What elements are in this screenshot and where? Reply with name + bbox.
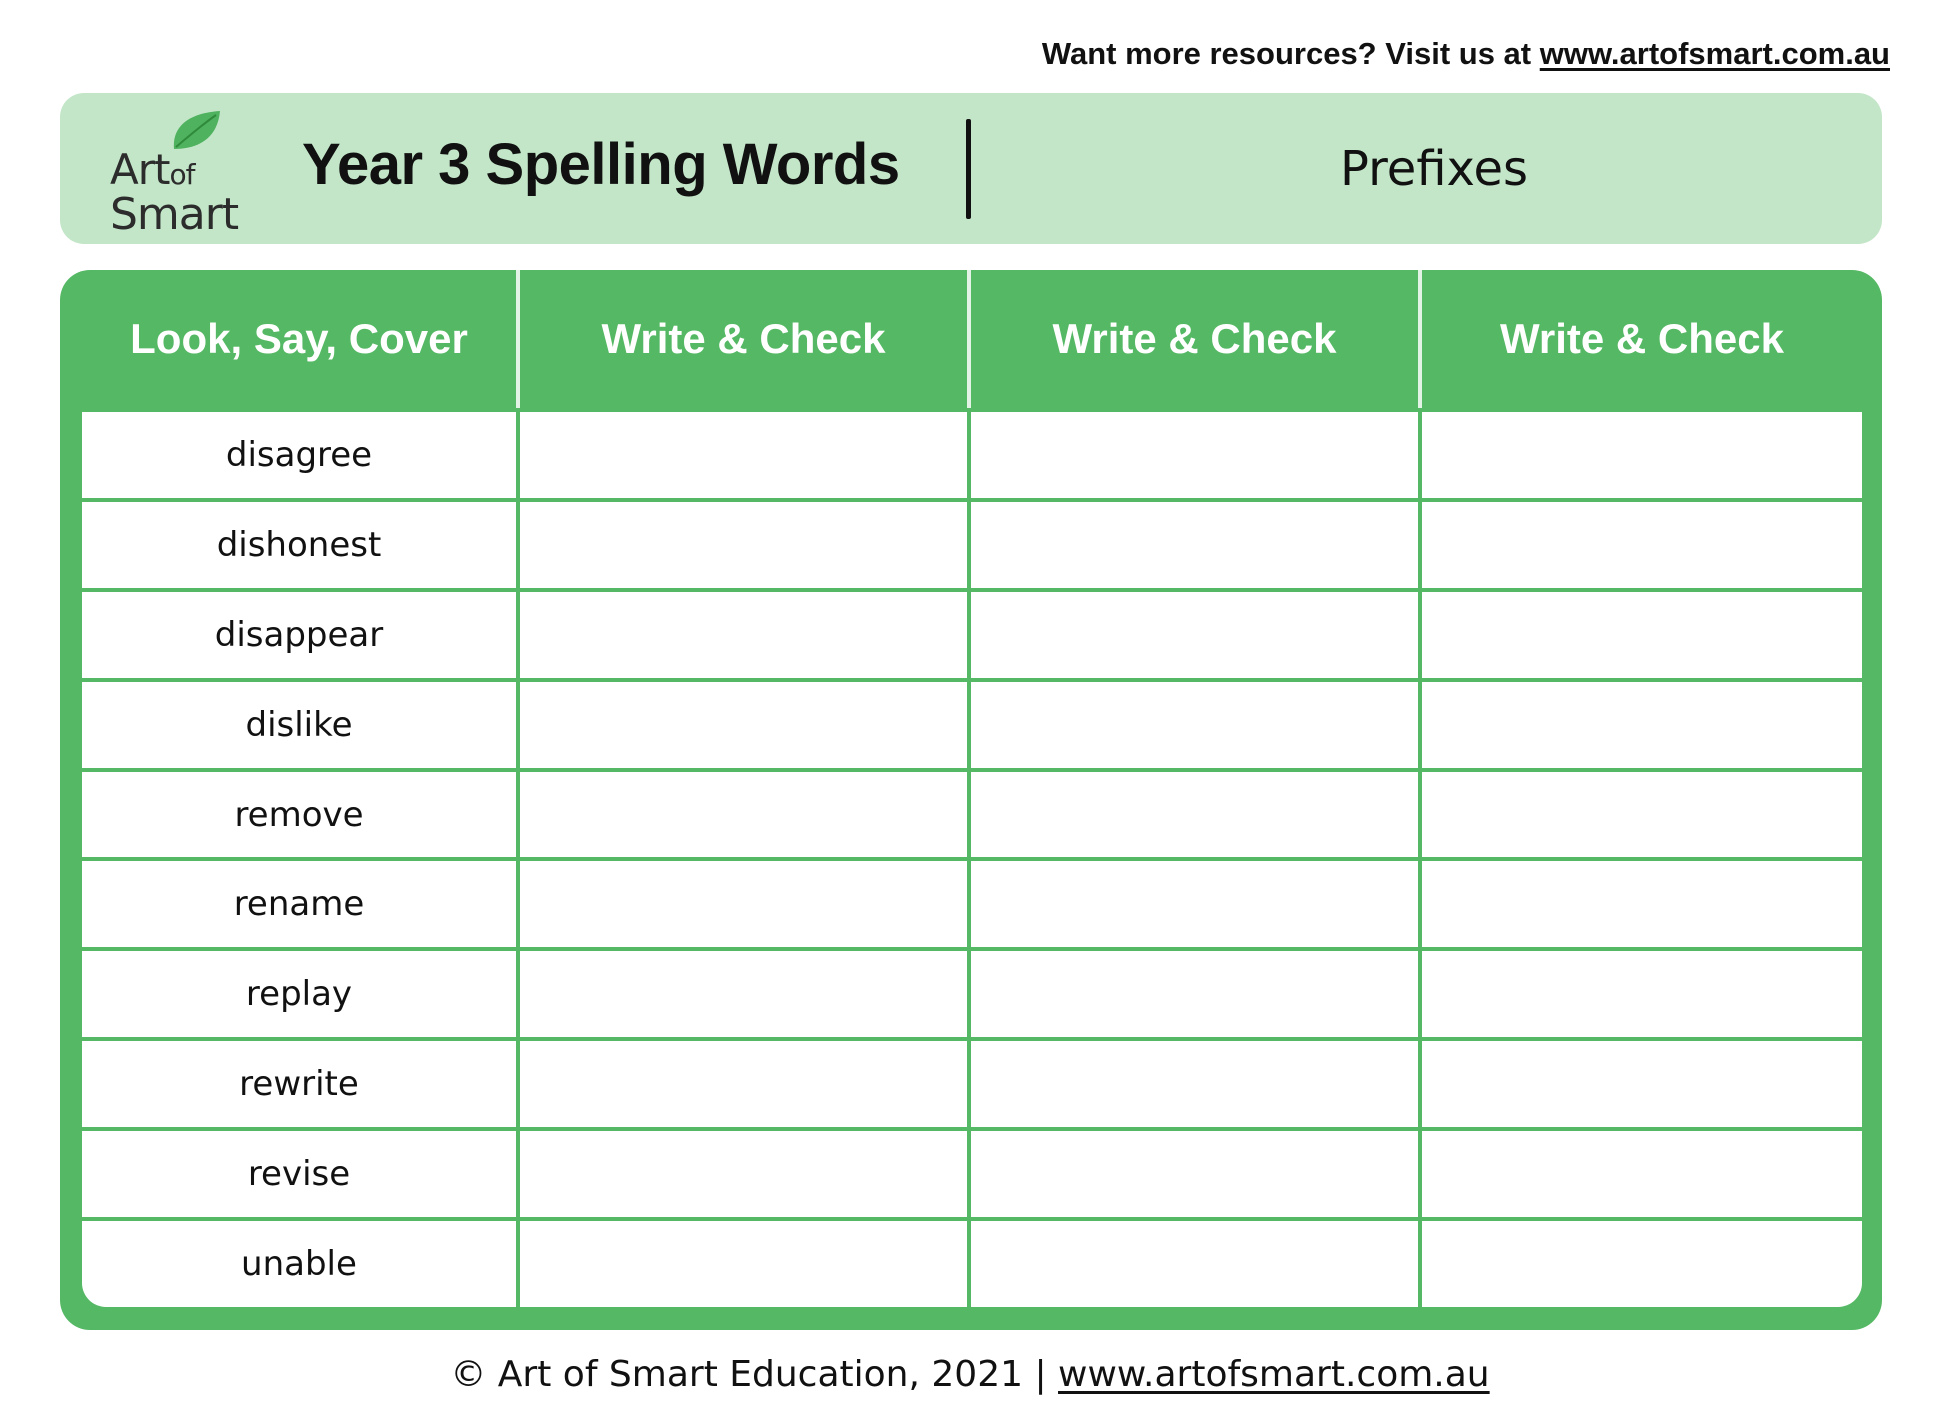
write-check-cell[interactable] bbox=[967, 588, 1418, 678]
spelling-word: dislike bbox=[82, 678, 516, 768]
top-resources-note bbox=[1042, 36, 1890, 72]
write-check-cell[interactable] bbox=[516, 947, 967, 1037]
spelling-word: remove bbox=[82, 768, 516, 858]
write-check-cell[interactable] bbox=[967, 1217, 1418, 1307]
footer bbox=[0, 1354, 1940, 1395]
title-divider bbox=[966, 119, 971, 219]
write-check-cell[interactable] bbox=[516, 1037, 967, 1127]
header-look-say-cover: Look, Say, Cover bbox=[130, 315, 468, 362]
write-check-cell[interactable] bbox=[516, 1127, 967, 1217]
header-write-check-2: Write & Check bbox=[967, 270, 1418, 408]
footer-copyright: © Art of Smart Education, 2021 | bbox=[450, 1354, 1059, 1395]
write-check-cell[interactable] bbox=[1418, 1037, 1862, 1127]
write-check-cell[interactable] bbox=[1418, 588, 1862, 678]
write-check-cell[interactable] bbox=[1418, 498, 1862, 588]
top-website-link[interactable]: www.artofsmart.com.au bbox=[1539, 36, 1890, 71]
spelling-table-frame bbox=[60, 270, 1882, 1330]
write-check-cell[interactable] bbox=[1418, 408, 1862, 498]
spelling-word: dishonest bbox=[82, 498, 516, 588]
write-check-cell[interactable] bbox=[967, 678, 1418, 768]
write-check-cell[interactable] bbox=[516, 588, 967, 678]
header-write-check-3: Write & Check bbox=[1418, 270, 1862, 408]
write-check-cell[interactable] bbox=[516, 1217, 967, 1307]
spelling-word: unable bbox=[82, 1217, 516, 1307]
logo-line-2: Smart bbox=[110, 189, 239, 240]
write-check-cell[interactable] bbox=[516, 678, 967, 768]
write-check-cell[interactable] bbox=[516, 768, 967, 858]
write-check-cell[interactable] bbox=[967, 947, 1418, 1037]
write-check-cell[interactable] bbox=[967, 498, 1418, 588]
write-check-cell[interactable] bbox=[967, 1127, 1418, 1217]
spelling-word: replay bbox=[82, 947, 516, 1037]
spelling-word: rewrite bbox=[82, 1037, 516, 1127]
logo-line-1: Artof bbox=[110, 145, 195, 194]
write-check-cell[interactable] bbox=[516, 498, 967, 588]
header-banner bbox=[60, 93, 1882, 244]
write-check-cell[interactable] bbox=[516, 857, 967, 947]
spelling-word: rename bbox=[82, 857, 516, 947]
write-check-cell[interactable] bbox=[967, 768, 1418, 858]
write-check-cell[interactable] bbox=[967, 1037, 1418, 1127]
footer-website-link[interactable]: www.artofsmart.com.au bbox=[1058, 1354, 1490, 1395]
spelling-table bbox=[82, 270, 1862, 1307]
art-of-smart-logo bbox=[110, 109, 240, 240]
write-check-cell[interactable] bbox=[1418, 857, 1862, 947]
top-resources-text: Want more resources? Visit us at bbox=[1041, 36, 1540, 71]
leaf-icon bbox=[168, 109, 222, 153]
spelling-word: disappear bbox=[82, 588, 516, 678]
write-check-cell[interactable] bbox=[1418, 768, 1862, 858]
write-check-cell[interactable] bbox=[1418, 1217, 1862, 1307]
spelling-word: disagree bbox=[82, 408, 516, 498]
header-write-check-1: Write & Check bbox=[516, 270, 967, 408]
page-subtitle: Prefixes bbox=[1340, 141, 1529, 197]
write-check-cell[interactable] bbox=[516, 408, 967, 498]
write-check-cell[interactable] bbox=[1418, 947, 1862, 1037]
write-check-cell[interactable] bbox=[967, 857, 1418, 947]
write-check-cell[interactable] bbox=[1418, 1127, 1862, 1217]
page-title: Year 3 Spelling Words bbox=[302, 132, 900, 197]
write-check-cell[interactable] bbox=[967, 408, 1418, 498]
write-check-cell[interactable] bbox=[1418, 678, 1862, 768]
spelling-word: revise bbox=[82, 1127, 516, 1217]
